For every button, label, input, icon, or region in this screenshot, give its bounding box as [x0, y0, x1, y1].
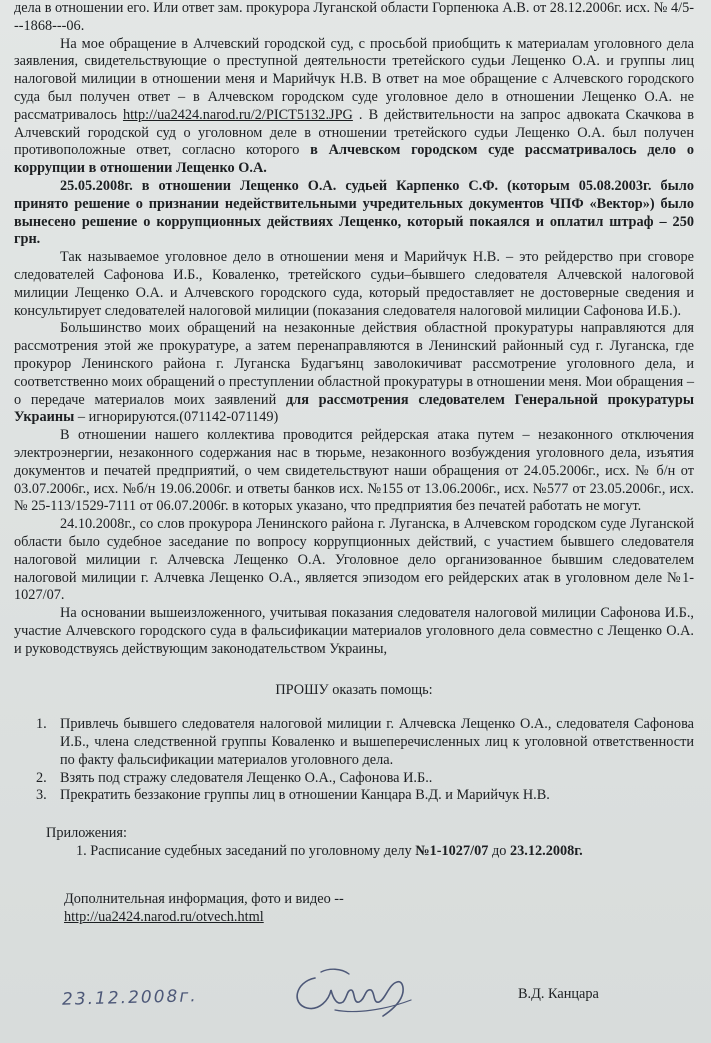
request-item: [14, 787, 694, 805]
attachment-item: [14, 843, 694, 861]
attachment-case-number: №1-1027/07: [415, 843, 489, 860]
signer-name: В.Д. Канцара: [518, 986, 599, 1002]
request-text: Привлечь бывшего следователя налоговой милиции г. Алчевска Лещенко О.А., следователя Сафонова И.Б., члена следственной группы Коваленко и вышеперечисленных лиц к уголовной ответственности по факту фальсификации материалов уголовного дела.: [60, 716, 694, 768]
request-text: Прекратить беззаконие группы лиц в отношении Канцара В.Д. и Марийчук Н.В.: [60, 787, 550, 804]
request-number: 1.: [36, 716, 47, 733]
request-number: 2.: [36, 769, 47, 786]
attachments-title: Приложения:: [46, 825, 127, 842]
paragraph-court-request-cont: . В действительности на запрос адвоката Скачкова в Алчевский городской суд о уголовном деле в отношении третейского судьи Лещенко О.А. был получен противоположные ответ, согласно которого: [14, 106, 694, 159]
paragraph-attack: В отношении нашего коллектива проводится рейдерская атака путем – незаконного отключения электроэнергии, незаконного содержания нас в тюрьме, незаконного возбуждения уголовного дела, изъятия документов и печатей предприятий, о чем свидетельствуют наши обращения от 24.05.2006г., исх. № б/н от 03.07.2006г., исх. №б/н 19.06.2006г. и ответы банков исх. №155 от 13.06.2006г., исх. №577 от 23.05.2006г., исх. № 25-113/1529-7111 от 06.07.2006г. в которых указано, что предприятия без печатей работать не могут.: [14, 427, 694, 515]
paragraph-court-request-text: На мое обращение в Алчевский городской суд, с просьбой приобщить к материалам уголовного дела заявления, свидетельствующие о преступной деятельности третейского судьи Лещенко О.А. и группы лиц налоговой милиции в отношении меня и Марийчук Н.В. В ответ на мое обращение с Алчевского городского суда был получен ответ – в Алчевском городском суде уголовное дело в отношении Лещенко О.А. не рассматривалось: [14, 35, 694, 123]
handwritten-date: 23.12.2008г.: [61, 986, 198, 1010]
paragraph-prosecutor-bold: для рассмотрения следователем Генеральной прокуратуры Украины: [14, 391, 694, 426]
signature-icon: [285, 960, 425, 1020]
request-text: Взять под стражу следователя Лещенко О.А., Сафонова И.Б..: [60, 769, 433, 786]
photo-link[interactable]: http://ua2424.narod.ru/2/PICT5132.JPG: [122, 106, 353, 123]
paragraph-raid: Так называемое уголовное дело в отношении меня и Марийчук Н.В. – это рейдерство при сговоре следователей Сафонова И.Б., Коваленко, третейского судьи–бывшего следователя Алчевской налоговой милиции Лещенко О.А. и Алчевского городского суда, который предоставляет не достоверные сведения и консультирует следователей налоговой милиции (показания следователя налоговой милиции Сафонова И.Б.).: [14, 249, 694, 319]
request-title: ПРОШУ оказать помощь:: [275, 682, 433, 699]
request-number: 3.: [36, 787, 47, 804]
paragraph-hearing: 24.10.2008г., со слов прокурора Ленинского района г. Луганска, в Алчевском городском суде Луганской области было судебное заседание по вопросу коррупционных действий, с участием бывшего следователя налоговой милиции г. Алчевска Лещенко О.А. Уголовное дело организованное бывшим следователем налоговой милиции г. Алчевка Лещенко О.А., является эпизодом его рейдерских атак в уголовном деле №1-1027/07.: [14, 516, 694, 604]
document-body: [14, 0, 694, 926]
paragraph-court-request-bold: в Алчевском городском суде рассматривалось дело о коррупции в отношении Лещенко О.А.: [14, 142, 694, 177]
attachment-date: 23.12.2008г.: [509, 843, 583, 860]
paragraph-prosecutor-text: Большинство моих обращений на незаконные действия областной прокуратуры направляются для рассмотрения этой же прокуратуре, а затем перенаправляются в Ленинский районный суд г. Луганска, где прокурор Ленинского района г. Луганска Будагъянц заволокичиват рассмотрение уголовного дела, и соответственно моих обращений о преступлении областной прокуратуры в отношении меня. Мои обращения – о передаче материалов моих заявлений: [14, 320, 694, 408]
extra-link-row: [14, 909, 694, 927]
paragraph-decision-bold: 25.05.2008г. в отношении Лещенко О.А. судьей Карпенко С.Ф. (которым 05.08.2003г. было принято решение о признании недействительными учредительных документов ЧПФ «Вектор») было вынесено решение о коррупционных действиях Лещенко, который покаялся и оплатил штраф – 250 грн.: [14, 177, 694, 248]
paragraph-intro: дела в отношении его. Или ответ зам. прокурора Луганской области Горпенюка А.В. от 28.12.2006г. исх. № 4/5---1868---06.: [14, 0, 694, 34]
attachment-until: до: [488, 843, 510, 860]
paragraph-court-request: [14, 36, 694, 178]
request-item: [14, 716, 694, 769]
video-link[interactable]: http://ua2424.narod.ru/otvech.html: [64, 908, 264, 925]
attachment-text: 1. Расписание судебных заседаний по уголовному делу: [76, 843, 416, 860]
paragraph-prosecutor: [14, 320, 694, 427]
paragraph-decision: [14, 178, 694, 249]
request-item: [14, 770, 694, 788]
paragraph-conclusion: На основании вышеизложенного, учитывая показания следователя налоговой милиции Сафонова И.Б., участие Алчевского городского суда в фальсификации материалов уголовного дела совместно с Лещенко О.А. и руководствуясь действующим законодательством Украины,: [14, 605, 694, 657]
extra-info: Дополнительная информация, фото и видео --: [64, 890, 344, 907]
request-list: [14, 716, 694, 805]
paragraph-prosecutor-end: – игнорируются.(071142-071149): [74, 409, 279, 426]
